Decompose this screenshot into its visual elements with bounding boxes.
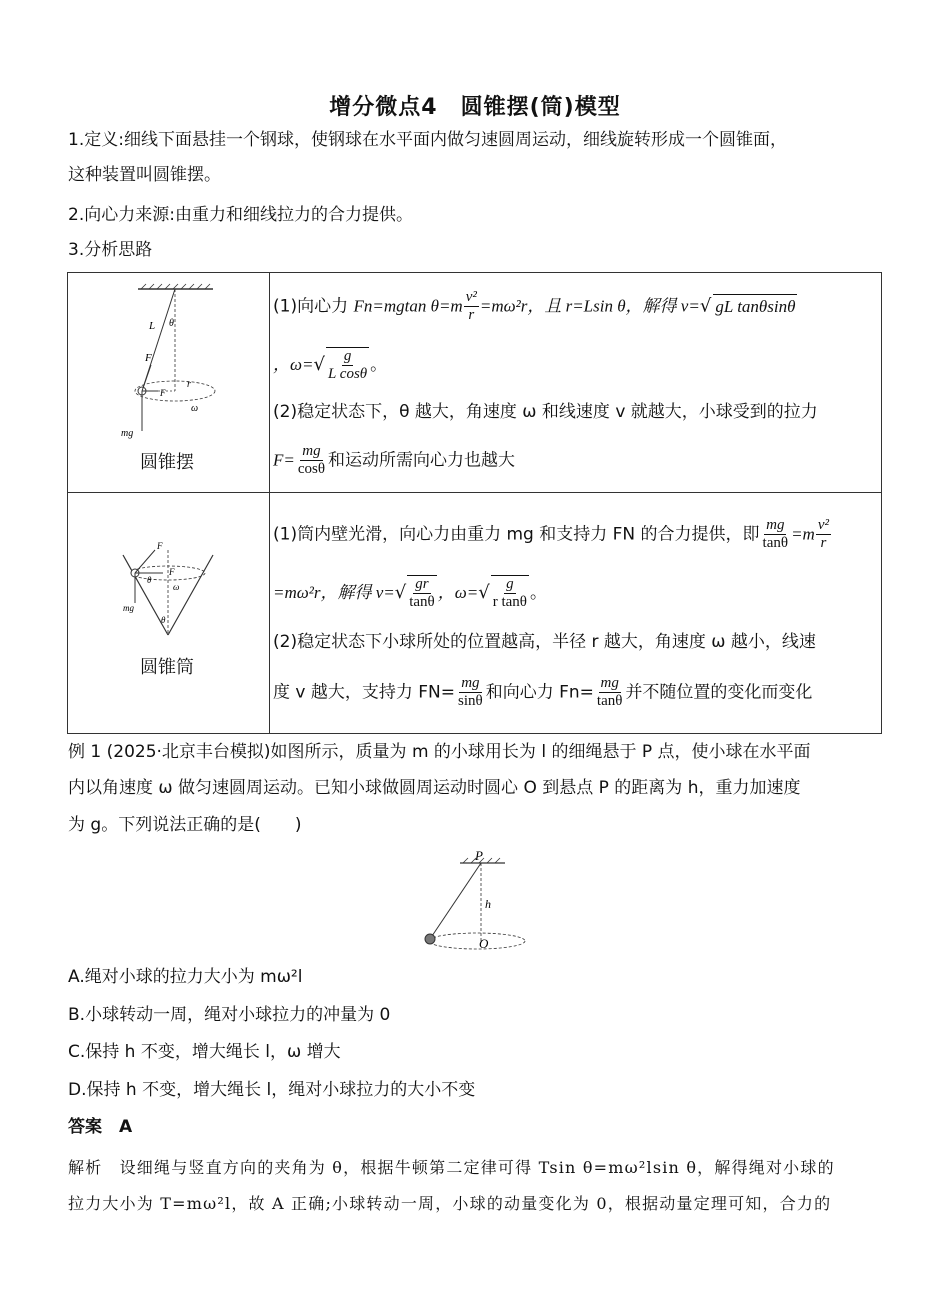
row1-text-3: (2)稳定状态下，θ 越大，角速度 ω 和线速度 v 就越大，小球受到的拉力 [273,402,818,422]
analysis-line-2: 拉力大小为 T=mω²l，故 A 正确;小球转动一周，小球的动量变化为 0，根据动量定理可知，合力的 [68,1194,832,1213]
definition-line-2: 这种装置叫圆锥摆。 [68,165,221,185]
row1-text-2: ，ω=√ $\frac{g}{\text{L cosθ}}$ 。 [273,348,388,382]
centripetal-source: 2.向心力来源:由重力和细线拉力的合力提供。 [68,205,413,225]
svg-text:θ: θ [169,318,174,329]
figure-label-h: h [485,897,491,911]
row2-text-2: =mω²r，解得 v=√ $\frac{gr}{\tan\theta}$ ，ω=√ $\frac{g}{\text{r tanθ}}$ 。 [273,576,547,610]
definition-line-1: 1.定义:细线下面悬挂一个钢球，使钢球在水平面内做匀速圆周运动，细线旋转形成一个圆锥面， [68,130,787,150]
svg-text:r: r [187,379,191,390]
svg-text:F: F [160,388,166,398]
svg-text:F: F [169,567,175,577]
svg-text:L: L [149,320,156,332]
answer: 答案 A [68,1117,133,1137]
example-figure [415,848,535,953]
svg-text:mg: mg [123,603,134,613]
option-a: A.绳对小球的拉力大小为 mω²l [68,967,303,987]
row2-text-4: 度 v 越大，支持力 FN= $\frac{mg}{\sin\theta}$ 和向心力 Fn= $\frac{mg}{\tan\theta}$ 并不随位置的变化而变化 [273,675,813,709]
row2-text-1: (1)筒内壁光滑，向心力由重力 mg 和支持力 FN 的合力提供，即 $\frac{mg}{\tan\theta}$ =m $\frac{\text{v²}}{r}$ [273,517,829,551]
svg-text:θ: θ [161,615,166,625]
example-line-1: 例 1 (2025·北京丰台模拟)如图所示，质量为 m 的小球用长为 l 的细绳悬于 P 点，使小球在水平面 [68,742,811,762]
svg-text:mg: mg [121,428,134,439]
svg-text:F: F [145,352,152,364]
analysis-table [67,272,882,734]
option-b: B.小球转动一周，绳对小球拉力的冲量为 0 [68,1005,391,1025]
figure-label-p: P [475,848,483,863]
analysis-line-1: 解析 设细绳与竖直方向的夹角为 θ，根据牛顿第二定律可得 Tsin θ=mω²lsin θ，解得绳对小球的 [68,1158,835,1177]
analysis-heading: 3.分析思路 [68,240,153,260]
row1-text-1: (1)向心力 Fn=mgtan θ=m $\frac{\text{v²}}{r}$ =mω²r，且 r=Lsin θ，解得 v=√ gL tanθsinθ [273,289,796,323]
page-title: 增分微点4 圆锥摆(筒)模型 [329,95,621,120]
option-c: C.保持 h 不变，增大绳长 l，ω 增大 [68,1042,341,1062]
row2-text-3: (2)稳定状态下小球所处的位置越高，半径 r 越大，角速度 ω 越小，线速 [273,632,816,652]
option-d: D.保持 h 不变，增大绳长 l，绳对小球拉力的大小不变 [68,1080,476,1100]
svg-text:ω: ω [173,582,180,592]
figure-label-o: O [479,936,489,951]
conical-funnel-diagram [113,535,233,645]
svg-text:ω: ω [191,403,199,414]
svg-text:F: F [157,541,163,551]
conical-pendulum-diagram [113,281,233,441]
example-line-3: 为 g。下列说法正确的是( ) [68,815,302,835]
row2-label: 圆锥筒 [140,657,194,678]
svg-text:θ: θ [147,575,152,585]
example-line-2: 内以角速度 ω 做匀速圆周运动。已知小球做圆周运动时圆心 O 到悬点 P 的距离为 h，重力加速度 [68,778,801,798]
row1-text-4: F= $\frac{mg}{\cos\theta}$ 和运动所需向心力也越大 [273,443,516,477]
row1-label: 圆锥摆 [140,452,194,473]
